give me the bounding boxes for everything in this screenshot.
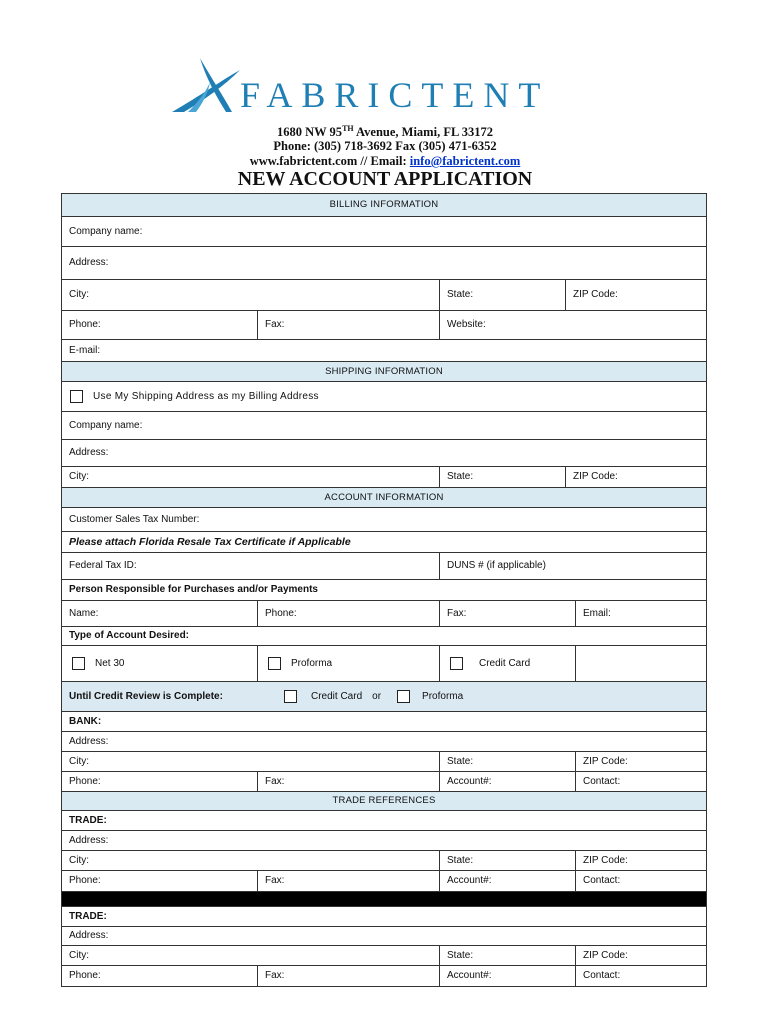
credit-card-checkbox[interactable]	[450, 657, 463, 670]
bank-label: BANK:	[69, 715, 102, 727]
logo-wordmark: FABRICTENT	[240, 75, 550, 115]
trade-references-header: TRADE REFERENCES	[62, 792, 706, 810]
shipping-address-field[interactable]: Address:	[69, 447, 109, 458]
bank-zip-field[interactable]: ZIP Code:	[575, 752, 706, 771]
attach-certificate-note: Please attach Florida Resale Tax Certificate if Applicable	[69, 535, 351, 548]
fabrictent-logo	[170, 56, 610, 116]
bank-account-field[interactable]: Account#:	[439, 772, 575, 791]
billing-section-header: BILLING INFORMATION	[62, 194, 706, 216]
trade2-zip-field[interactable]: ZIP Code:	[575, 946, 706, 965]
billing-phone-field[interactable]: Phone:	[69, 319, 101, 330]
shipping-zip-field[interactable]: ZIP Code:	[565, 467, 706, 487]
sales-tax-field[interactable]: Customer Sales Tax Number:	[69, 513, 200, 525]
trade1-address-field[interactable]: Address:	[69, 834, 109, 846]
email-link[interactable]: info@fabrictent.com	[409, 154, 521, 168]
responsible-person-label: Person Responsible for Purchases and/or Payments	[69, 584, 318, 595]
billing-address-field[interactable]: Address:	[69, 257, 109, 268]
trade2-address-field[interactable]: Address:	[69, 930, 109, 941]
application-form	[61, 193, 707, 987]
tent-mark-icon	[170, 56, 250, 116]
account-type-blank	[575, 646, 706, 681]
responsible-name-field[interactable]: Name:	[69, 607, 99, 619]
shipping-city-field[interactable]: City:	[69, 471, 89, 482]
use-billing-option[interactable]: Use My Shipping Address as my Billing Address	[62, 382, 706, 411]
account-type-label: Type of Account Desired:	[69, 630, 190, 641]
bank-state-field[interactable]: State:	[439, 752, 575, 771]
trade1-city-field[interactable]: City:	[69, 854, 89, 866]
until-credit-card-checkbox[interactable]	[284, 690, 297, 703]
federal-tax-field[interactable]: Federal Tax ID:	[69, 560, 137, 571]
responsible-email-field[interactable]: Email:	[575, 601, 706, 626]
net30-option[interactable]: Net 30	[62, 646, 257, 681]
trade2-phone-field[interactable]: Phone:	[69, 970, 101, 981]
account-section-header: ACCOUNT INFORMATION	[62, 488, 706, 507]
trade2-label: TRADE:	[69, 910, 107, 922]
bank-city-field[interactable]: City:	[69, 755, 89, 767]
proforma-option[interactable]: Proforma	[257, 646, 439, 681]
shipping-state-field[interactable]: State:	[439, 467, 565, 487]
trade1-fax-field[interactable]: Fax:	[257, 871, 439, 891]
trade2-city-field[interactable]: City:	[69, 949, 89, 961]
net30-checkbox[interactable]	[72, 657, 85, 670]
responsible-fax-field[interactable]: Fax:	[439, 601, 575, 626]
billing-company-field[interactable]: Company name:	[69, 225, 143, 237]
web-line: www.fabrictent.com // Email: info@fabrictent.com	[249, 154, 521, 168]
trade2-contact-field[interactable]: Contact:	[575, 966, 706, 986]
billing-fax-field[interactable]: Fax:	[257, 311, 439, 339]
trade1-state-field[interactable]: State:	[439, 851, 575, 870]
address-line: 1680 NW 95TH Avenue, Miami, FL 33172	[277, 124, 493, 140]
responsible-phone-field[interactable]: Phone:	[257, 601, 439, 626]
billing-website-field[interactable]: Website:	[439, 311, 706, 339]
billing-zip-field[interactable]: ZIP Code:	[565, 280, 706, 310]
duns-field[interactable]: DUNS # (if applicable)	[439, 553, 706, 579]
bank-contact-field[interactable]: Contact:	[575, 772, 706, 791]
trade1-label: TRADE:	[69, 814, 107, 826]
billing-email-field[interactable]: E-mail:	[69, 344, 101, 356]
proforma-checkbox[interactable]	[268, 657, 281, 670]
bank-fax-field[interactable]: Fax:	[257, 772, 439, 791]
bank-address-field[interactable]: Address:	[69, 735, 109, 747]
trade1-phone-field[interactable]: Phone:	[69, 875, 101, 886]
use-billing-checkbox[interactable]	[70, 390, 83, 403]
billing-state-field[interactable]: State:	[439, 280, 565, 310]
trade2-account-field[interactable]: Account#:	[439, 966, 575, 986]
trade1-contact-field[interactable]: Contact:	[575, 871, 706, 891]
page-title: NEW ACCOUNT APPLICATION	[237, 168, 533, 190]
trade1-zip-field[interactable]: ZIP Code:	[575, 851, 706, 870]
trade2-fax-field[interactable]: Fax:	[257, 966, 439, 986]
trade2-state-field[interactable]: State:	[439, 946, 575, 965]
until-proforma-checkbox[interactable]	[397, 690, 410, 703]
until-credit-review-row: Until Credit Review is Complete: Credit Card or Proforma	[69, 690, 464, 702]
trade1-account-field[interactable]: Account#:	[439, 871, 575, 891]
phone-line: Phone: (305) 718-3692 Fax (305) 471-6352	[273, 139, 497, 153]
billing-city-field[interactable]: City:	[69, 289, 89, 300]
section-divider-bar	[62, 892, 706, 906]
credit-card-option[interactable]: Credit Card	[439, 646, 575, 681]
shipping-company-field[interactable]: Company name:	[69, 419, 143, 431]
bank-phone-field[interactable]: Phone:	[69, 775, 101, 787]
shipping-section-header: SHIPPING INFORMATION	[62, 362, 706, 381]
